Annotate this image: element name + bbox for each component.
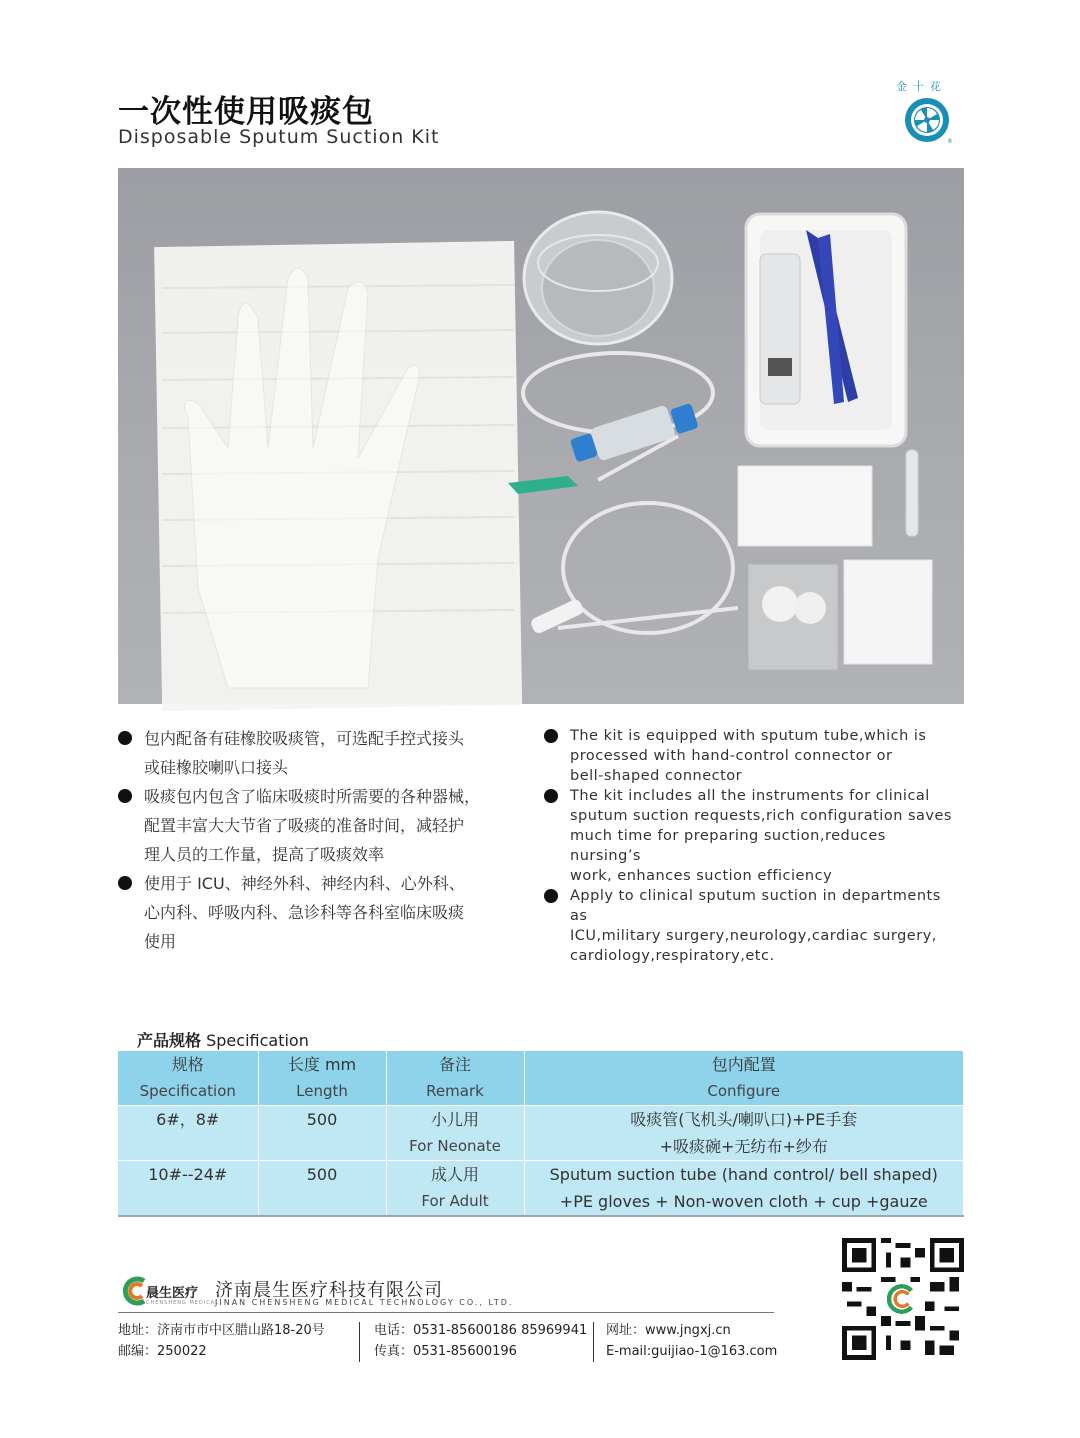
cell-size: 10#--24#	[118, 1161, 258, 1217]
divider	[359, 1322, 360, 1362]
table-header-row	[118, 1051, 964, 1106]
spec-table	[118, 1051, 964, 1217]
bullet-icon	[544, 889, 558, 903]
web-block	[606, 1320, 777, 1362]
phone: 电话：0531-85600186 85969941	[374, 1323, 588, 1338]
bullet-icon	[544, 729, 558, 743]
phone-block	[374, 1320, 587, 1362]
bullet-icon	[118, 876, 132, 890]
tray-illustration	[746, 214, 906, 446]
qr-code	[842, 1238, 964, 1360]
bullet-icon	[544, 789, 558, 803]
feature-cn-item: 吸痰包内包含了临床吸痰时所需要的各种器械， 配置丰富大大节省了吸痰的准备时间，减轻护 理人员的工作量，提高了吸痰效率	[118, 782, 518, 869]
svg-text:®: ®	[947, 138, 953, 145]
pe-gloves-illustration	[154, 241, 522, 711]
feature-en-item: The kit includes all the instruments for clinical sputum suction requests,rich configuration saves much time for preparing suction,reduces nursing’s work, enhances suction efficiency	[544, 786, 960, 886]
cell-configure: Sputum suction tube (hand control/ bell shaped) +PE gloves + Non-woven cloth + cup +gauze	[524, 1161, 964, 1217]
feature-en-item: The kit is equipped with sputum tube,which is processed with hand-control connector or bell-shaped connector	[544, 726, 960, 786]
cell-size: 6#，8#	[118, 1106, 258, 1161]
bullet-icon	[118, 789, 132, 803]
suction-cup-illustration	[524, 212, 672, 344]
gauze-pack-illustration	[748, 564, 838, 670]
website-link[interactable]: 网址：www.jngxj.cn	[606, 1323, 731, 1338]
gauze-illustration	[844, 560, 932, 664]
syringe-illustration	[760, 254, 800, 404]
feature-en-item: Apply to clinical sputum suction in departments as ICU,military surgery,neurology,cardiac surgery, cardiology,respiratory,etc.	[544, 886, 960, 966]
brand-logo-icon	[903, 96, 951, 144]
postcode: 邮编：250022	[118, 1344, 207, 1359]
divider	[593, 1322, 594, 1362]
cell-length: 500	[258, 1161, 386, 1217]
cell-length: 500	[258, 1106, 386, 1161]
non-woven-cloth-illustration	[738, 466, 872, 546]
cell-configure: 吸痰管(飞机头/喇叭口)+PE手套 +吸痰碗+无纺布+纱布	[524, 1106, 964, 1161]
features-cn	[118, 724, 518, 956]
table-row	[118, 1161, 964, 1217]
feature-cn-item: 使用于 ICU、神经外科、神经内科、心外科、 心内科、呼吸内科、急诊科等各科室临床吸痰 使用	[118, 869, 518, 956]
divider	[118, 1312, 774, 1313]
company-name-en: JINAN CHENSHENG MEDICAL TECHNOLOGY CO., LTD.	[215, 1298, 514, 1307]
spec-heading: 产品规格 Specification	[137, 1031, 309, 1050]
email-link[interactable]: E-mail:guijiao-1@163.com	[606, 1344, 778, 1359]
suction-tube-illustration	[523, 353, 738, 633]
address-block	[118, 1320, 325, 1362]
fax: 传真：0531-85600196	[374, 1344, 517, 1359]
col-header-spec: 规格 Specification	[118, 1051, 258, 1106]
page-title: 一次性使用吸痰包	[118, 94, 374, 130]
bullet-icon	[118, 731, 132, 745]
features-en	[544, 726, 960, 966]
page-subtitle: Disposable Sputum Suction Kit	[118, 126, 440, 148]
brand-logo-text: 金十花	[896, 80, 947, 93]
cell-remark: 成人用 For Adult	[386, 1161, 524, 1217]
table-row	[118, 1106, 964, 1161]
col-header-length: 长度 mm Length	[258, 1051, 386, 1106]
col-header-configure: 包内配置 Configure	[524, 1051, 964, 1106]
address: 地址：济南市市中区腊山路18-20号	[118, 1323, 325, 1338]
company-short-name-en: CHENSHENG MEDICAL	[146, 1300, 219, 1306]
col-header-remark: 备注 Remark	[386, 1051, 524, 1106]
cell-remark: 小儿用 For Neonate	[386, 1106, 524, 1161]
product-photo	[118, 168, 964, 704]
feature-cn-item: 包内配备有硅橡胶吸痰管，可选配手控式接头 或硅橡胶喇叭口接头	[118, 724, 518, 782]
company-short-name: 晨生医疗	[146, 1286, 199, 1301]
company-name: 济南晨生医疗科技有限公司	[215, 1280, 443, 1301]
